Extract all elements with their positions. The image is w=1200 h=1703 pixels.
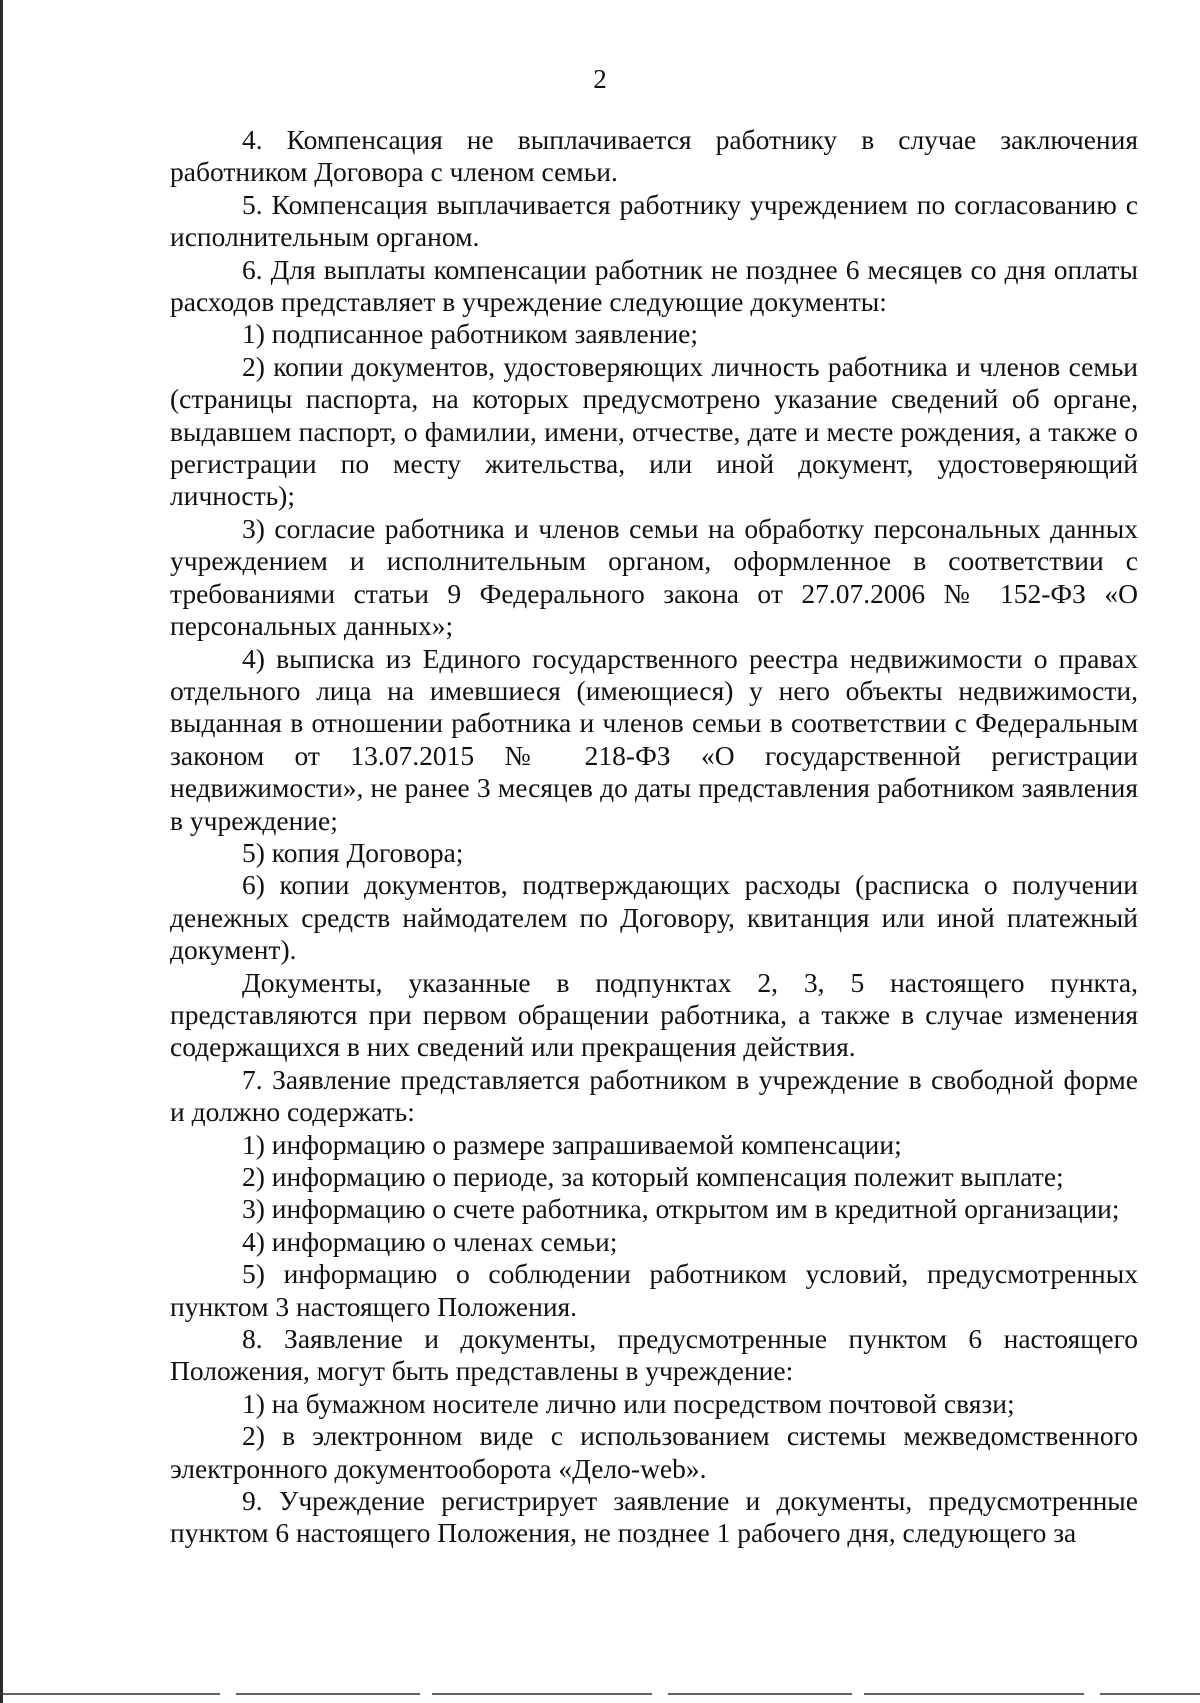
subitem-7-2: 2) информацию о периоде, за который компенсация полежит выплате;: [242, 1161, 1064, 1192]
page-number: 2: [593, 64, 607, 94]
subitem-6-4: 4) выписка из Единого государственного реестра недвижимости о правах отдельного лица на имевшиеся (имеющиеся) у него объекты недвижимости, выданная в отношении работника и членов семьи в соответствии с Федеральным законом от 13.07.2015 № 218-ФЗ «О государственной регистрации недвижимости», не ранее 3 месяцев до даты представления работником заявления в учреждение;: [170, 642, 1138, 836]
paragraph-documents-note: Документы, указанные в подпунктах 2, 3, 5 настоящего пункта, представляются при первом обращении работника, а также в случае изменения содержащихся в них сведений или прекращения действия.: [170, 966, 1138, 1063]
subitem-7-4: 4) информацию о членах семьи;: [242, 1225, 618, 1257]
subitem-6-3: 3) согласие работника и членов семьи на обработку персональных данных учреждением и исполнительным органом, оформленное в соответствии с требованиями статьи 9 Федерального закона от 27.07.2006 № 152-ФЗ «О персональных данных»;: [170, 512, 1138, 642]
paragraph-item-7: 7. Заявление представляется работником в учреждение в свободной форме и должно содержать:: [170, 1063, 1138, 1128]
subitem-7-5: 5) информацию о соблюдении работником условий, предусмотренных пунктом 3 настоящего Положения.: [170, 1258, 1138, 1322]
scan-left-edge: [0, 0, 3, 1703]
subitem-8-1: 1) на бумажном носителе лично или посредством почтовой связи;: [242, 1387, 1015, 1419]
subitem-6-6: 6) копии документов, подтверждающих расходы (расписка о получении денежных средств наймодателем по Договору, квитанция или иной платежный документ).: [170, 869, 1138, 966]
subitem-8-2: 2) в электронном виде с использованием системы межведомственного электронного документооборота «Дело-web».: [170, 1420, 1138, 1484]
subitem-6-5: 5) копия Договора;: [242, 836, 464, 868]
scan-bottom-rule: [0, 1693, 1200, 1695]
subitem-6-2: 2) копии документов, удостоверяющих личность работника и членов семьи (страницы паспорта, на которых предусмотрено указание сведений об органе, выдавшем паспорт, о фамилии, имени, отчестве, дате и месте рождения, а также о регистрации по месту жительства, или иной документ, удостоверяющий личность);: [170, 350, 1138, 512]
subitem-6-1: 1) подписанное работником заявление;: [242, 318, 699, 350]
paragraph-item-6: 6. Для выплаты компенсации работник не позднее 6 месяцев со дня оплаты расходов представляет в учреждение следующие документы:: [170, 253, 1138, 318]
subitem-7-1: 1) информацию о размере запрашиваемой компенсации;: [242, 1128, 902, 1160]
paragraph-item-4: 4. Компенсация не выплачивается работнику в случае заключения работником Договора с членом семьи.: [170, 124, 1138, 188]
paragraph-item-9: 9. Учреждение регистрирует заявление и документы, предусмотренные пунктом 6 настоящего Положения, не позднее 1 рабочего дня, следующего за: [170, 1485, 1138, 1549]
paragraph-item-8: 8. Заявление и документы, предусмотренные пунктом 6 настоящего Положения, могут быть представлены в учреждение:: [170, 1323, 1138, 1387]
document-body: [170, 124, 1138, 1550]
subitem-7-3: 3) информацию о счете работника, открытом им в кредитной организации;: [242, 1193, 1120, 1225]
paragraph-item-5: 5. Компенсация выплачивается работнику учреждением по согласованию с исполнительным органом.: [170, 188, 1138, 253]
